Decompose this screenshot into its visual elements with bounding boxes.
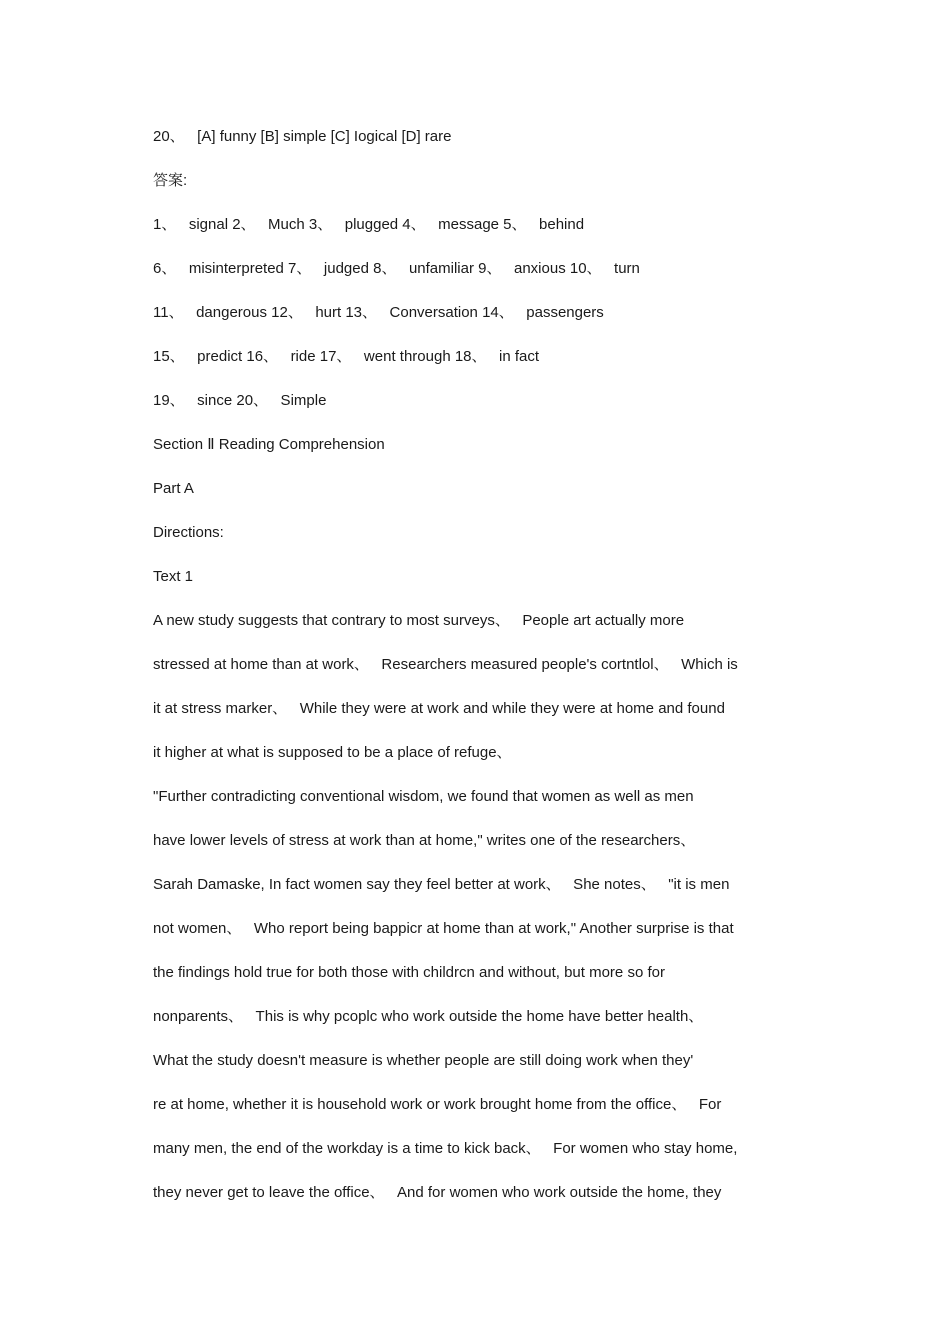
- document-body: [153, 126, 793, 1226]
- section-heading: Section Ⅱ Reading Comprehension: [153, 436, 385, 453]
- answers-line-4: 15、 predict 16、 ride 17、 went through 18、 in fact: [153, 348, 540, 365]
- passage-line: stressed at home than at work、 Researchers measured people's cortntlol、 Which is: [153, 656, 738, 673]
- passage-line: have lower levels of stress at work than at home," writes one of the researchers、: [153, 832, 696, 849]
- passage-line: not women、 Who report being bappicr at home than at work," Another surprise is that: [153, 920, 734, 937]
- answers-heading: 答案:: [153, 172, 188, 189]
- answers-line-5: 19、 since 20、 Simple: [153, 392, 327, 409]
- passage-line: the findings hold true for both those with childrcn and without, but more so for: [153, 964, 665, 981]
- passage-line: it at stress marker、 While they were at work and while they were at home and found: [153, 700, 725, 717]
- answers-line-2: 6、 misinterpreted 7、 judged 8、 unfamiliar 9、 anxious 10、 turn: [153, 260, 640, 277]
- answers-line-3: 11、 dangerous 12、 hurt 13、 Conversation 14、 passengers: [153, 304, 604, 321]
- passage-line: they never get to leave the office、 And for women who work outside the home, they: [153, 1184, 722, 1201]
- passage-line: re at home, whether it is household work or work brought home from the office、 For: [153, 1096, 722, 1113]
- passage-line: Sarah Damaske, In fact women say they feel better at work、 She notes、 "it is men: [153, 876, 730, 893]
- passage-line: What the study doesn't measure is whether people are still doing work when they': [153, 1052, 694, 1069]
- passage-line: nonparents、 This is why pcoplc who work outside the home have better health、: [153, 1008, 704, 1025]
- passage-line: A new study suggests that contrary to most surveys、 People art actually more: [153, 612, 685, 629]
- passage-line: it higher at what is supposed to be a place of refuge、: [153, 744, 512, 761]
- question-20-options: 20、 [A] funny [B] simple [C] Iogical [D] rare: [153, 128, 452, 145]
- passage-line: "Further contradicting conventional wisdom, we found that women as well as men: [153, 788, 694, 805]
- part-heading: Part A: [153, 480, 194, 497]
- answers-line-1: 1、 signal 2、 Much 3、 plugged 4、 message 5、 behind: [153, 216, 585, 233]
- passage-line: many men, the end of the workday is a time to kick back、 For women who stay home,: [153, 1140, 738, 1157]
- text-title: Text 1: [153, 568, 194, 585]
- directions-label: Directions:: [153, 524, 224, 541]
